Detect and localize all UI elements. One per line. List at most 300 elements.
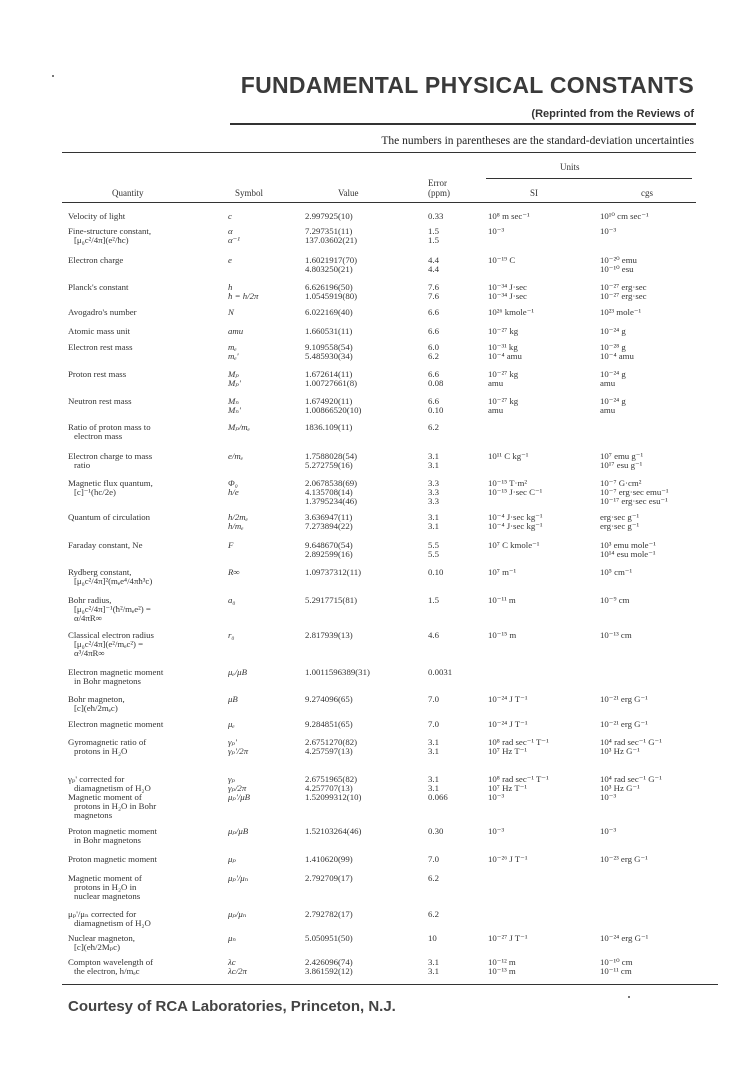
error-line: 6.6 [428, 396, 439, 406]
si-unit-line: 10⁸ m sec⁻¹ [488, 211, 530, 221]
si-unit-line: 10⁻³¹ kg [488, 342, 518, 352]
value-line: 2.792709(17) [305, 873, 353, 883]
si-unit-cell [488, 370, 518, 388]
quantity-line: Neutron rest mass [68, 396, 132, 406]
quantity-cell [68, 513, 150, 522]
quantity-line: μₚ'/μₙ corrected for [68, 909, 137, 919]
value-line: 4.135708(14) [305, 486, 353, 497]
quantity-line: protons in H₂O [74, 745, 128, 756]
quantity-cell [68, 720, 163, 729]
value-cell [305, 827, 361, 836]
value-line: 1.674920(11) [305, 396, 353, 406]
si-unit-line: 10⁻¹⁵ T·m² [488, 478, 527, 488]
symbol-cell [228, 958, 247, 976]
error-line: 0.10 [428, 567, 444, 577]
symbol-cell [228, 397, 241, 415]
error-cell [428, 343, 439, 361]
symbol-line: Mₚ/mₑ [228, 422, 250, 432]
si-unit-line: 10⁸ rad sec⁻¹ T⁻¹ [488, 737, 549, 747]
cgs-unit-line: 10⁻³ [600, 792, 617, 802]
si-unit-cell [488, 327, 518, 336]
symbol-cell [228, 855, 236, 864]
value-cell [305, 479, 357, 505]
symbol-cell [228, 568, 240, 577]
symbol-line: μₙ [228, 933, 236, 943]
cgs-unit-cell [600, 452, 643, 470]
value-cell [305, 423, 352, 432]
symbol-line: F [228, 540, 234, 550]
value-cell [305, 370, 357, 388]
symbol-cell [228, 541, 233, 550]
error-cell [428, 910, 439, 919]
value-cell [305, 775, 357, 793]
quantity-cell [68, 738, 146, 756]
cgs-unit-line: 10⁻²¹ erg G⁻¹ [600, 719, 648, 729]
cgs-unit-cell [600, 370, 626, 388]
value-line: 2.426096(74) [305, 957, 353, 967]
value-cell [305, 343, 353, 361]
error-line: 6.2 [428, 873, 439, 883]
cgs-unit-cell [600, 568, 632, 577]
value-cell [305, 631, 353, 640]
cgs-unit-line: 10³ emu mole⁻¹ [600, 540, 656, 550]
symbol-cell [228, 793, 250, 802]
symbol-line: Mₚ [228, 369, 239, 379]
value-cell [305, 695, 353, 704]
quantity-line: Atomic mass unit [68, 326, 131, 336]
error-cell [428, 568, 443, 577]
cgs-unit-line: 10¹⁰ cm sec⁻¹ [600, 211, 649, 221]
cgs-unit-cell [600, 308, 641, 317]
si-unit-line: amu [488, 404, 504, 415]
value-line: 2.6751270(82) [305, 737, 358, 747]
cgs-unit-line: 10⁵ cm⁻¹ [600, 567, 633, 577]
error-line: 7.6 [428, 290, 439, 301]
error-line: 3.1 [428, 965, 439, 976]
cgs-unit-line: 10⁷ emu g⁻¹ [600, 451, 644, 461]
si-unit-cell [488, 513, 543, 531]
si-unit-cell [488, 958, 516, 976]
symbol-cell [228, 695, 238, 704]
symbol-line: μₚ'/μₙ [228, 873, 249, 883]
value-line: 9.648670(54) [305, 540, 353, 550]
si-unit-line: 10⁻¹¹ m [488, 595, 516, 605]
quantity-line: [μ₀c²/4π]²(mₑe⁴/4πħ³c) [74, 575, 153, 586]
si-unit-line: 10⁻⁴ J·sec kg⁻¹ [488, 520, 543, 531]
value-cell [305, 452, 357, 470]
error-cell [428, 479, 439, 505]
value-line: 6.022169(40) [305, 307, 353, 317]
symbol-line: mₑ' [228, 350, 239, 361]
cgs-unit-cell [600, 934, 648, 943]
quantity-cell [68, 668, 163, 686]
error-line: 6.6 [428, 326, 439, 336]
quantity-header: Quantity [112, 188, 144, 198]
quantity-line: Electron magnetic moment [68, 719, 164, 729]
symbol-line: μₚ/μB [228, 826, 249, 836]
quantity-cell [68, 934, 135, 952]
value-line: 7.273894(22) [305, 520, 353, 531]
quantity-cell [68, 793, 156, 819]
symbol-cell [228, 227, 240, 245]
symbol-cell [228, 631, 234, 640]
value-line: 4.803250(21) [305, 263, 353, 274]
cgs-unit-cell [600, 775, 662, 793]
quantity-line: Electron rest mass [68, 342, 133, 352]
value-header: Value [338, 188, 359, 198]
error-line: 6.2 [428, 422, 439, 432]
quantity-line: [c](eħ/2mₑc) [74, 702, 118, 713]
si-unit-cell [488, 720, 527, 729]
quantity-line: Proton rest mass [68, 369, 127, 379]
cgs-unit-line: 10⁻¹⁰ cm [600, 957, 633, 967]
symbol-line: μₚ/μₙ [228, 909, 247, 919]
value-line: 5.2917715(81) [305, 595, 358, 605]
value-cell [305, 308, 353, 317]
value-line: 6.626196(50) [305, 282, 353, 292]
cgs-unit-line: 10⁴ rad sec⁻¹ G⁻¹ [600, 774, 662, 784]
si-unit-line: 10⁻²⁷ kg [488, 396, 519, 406]
error-line: 7.0 [428, 719, 439, 729]
quantity-line: Magnetic moment of [68, 792, 142, 802]
error-line: 4.4 [428, 255, 439, 265]
si-unit-cell [488, 631, 516, 640]
quantity-line: the electron, h/mₑc [74, 965, 140, 976]
symbol-line: α [228, 226, 233, 236]
si-unit-line: 10⁻¹² m [488, 957, 516, 967]
value-line: 1.672614(11) [305, 369, 353, 379]
si-unit-line: 10⁻⁴ amu [488, 350, 522, 361]
quantity-line: γₚ' corrected for [68, 774, 125, 784]
cgs-unit-line: 10⁻²⁷ erg·sec [600, 290, 647, 301]
cgs-unit-line: 10⁻²³ erg G⁻¹ [600, 854, 648, 864]
symbol-line: μₑ/μB [228, 667, 247, 677]
si-unit-cell [488, 695, 527, 704]
symbol-cell [228, 423, 250, 432]
value-cell [305, 541, 353, 559]
symbol-cell [228, 596, 235, 605]
quantity-cell [68, 423, 151, 441]
quantity-cell [68, 855, 157, 864]
cgs-unit-cell [600, 479, 669, 505]
quantity-cell [68, 452, 152, 470]
symbol-cell [228, 212, 232, 221]
cgs-unit-cell [600, 327, 626, 336]
cgs-unit-line: 10³ Hz G⁻¹ [600, 745, 640, 756]
error-line: 3.1 [428, 451, 439, 461]
error-line: 7.0 [428, 854, 439, 864]
si-unit-line: 10⁻¹⁹ C [488, 255, 516, 265]
error-cell [428, 452, 439, 470]
value-cell [305, 738, 357, 756]
value-line: 4.257707(13) [305, 782, 353, 793]
quantity-line: Electron charge [68, 255, 124, 265]
symbol-line: γₚ'/2π [228, 745, 249, 756]
symbol-line: h [228, 282, 233, 292]
value-cell [305, 397, 361, 415]
cgs-unit-line: 10³ Hz G⁻¹ [600, 782, 640, 793]
symbol-cell [228, 452, 243, 461]
error-line: 6.6 [428, 307, 439, 317]
quantity-line: [μ₀c²/4π]⁻¹(ħ²/mₑe²) = [74, 603, 151, 614]
si-unit-line: 10⁻¹³ m [488, 965, 516, 976]
cgs-unit-line: 10⁻¹³ cm [600, 630, 632, 640]
error-line: 3.3 [428, 495, 439, 506]
quantity-line: protons in H₂O in [74, 881, 137, 892]
si-unit-line: 10⁸ rad sec⁻¹ T⁻¹ [488, 774, 549, 784]
si-unit-cell [488, 738, 549, 756]
value-line: 1.00727661(8) [305, 377, 358, 388]
quantity-cell [68, 541, 143, 550]
value-cell [305, 283, 357, 301]
error-line: 5.5 [428, 548, 439, 559]
quantity-cell [68, 827, 157, 845]
quantity-line: magnetons [74, 809, 113, 820]
source-note: (Reprinted from the Reviews of [531, 108, 694, 120]
cgs-unit-cell [600, 343, 634, 361]
quantity-line: [μ₀c²/4π](e²/ħc) [74, 234, 129, 245]
symbol-line: γₚ' [228, 737, 237, 747]
value-line: 5.485930(34) [305, 350, 353, 361]
value-line: 1.410620(99) [305, 854, 353, 864]
value-cell [305, 227, 357, 245]
value-line: 1.660531(11) [305, 326, 353, 336]
value-line: 1.7588028(54) [305, 451, 358, 461]
value-line: 1836.109(11) [305, 422, 353, 432]
error-cell [428, 738, 439, 756]
quantity-line: ratio [74, 459, 91, 470]
symbol-cell [228, 256, 232, 265]
quantity-line: Proton magnetic moment [68, 826, 157, 836]
si-unit-cell [488, 343, 522, 361]
symbol-cell [228, 775, 246, 793]
value-line: 1.00866520(10) [305, 404, 362, 415]
cgs-unit-cell [600, 541, 656, 559]
value-cell [305, 568, 361, 577]
error-line: 3.3 [428, 478, 439, 488]
si-unit-line: 10⁻²⁷ kg [488, 369, 519, 379]
cgs-unit-cell [600, 720, 648, 729]
value-cell [305, 256, 357, 274]
symbol-line: Φ₀ [228, 478, 238, 488]
cgs-unit-line: 10⁻²⁴ g [600, 396, 626, 406]
value-line: 2.0678538(69) [305, 478, 358, 488]
value-line: 2.792782(17) [305, 909, 353, 919]
cgs-unit-line: 10⁻²¹ erg G⁻¹ [600, 694, 648, 704]
cgs-unit-line: 10⁻¹⁰ esu [600, 263, 634, 274]
error-line: 6.2 [428, 350, 439, 361]
error-line: 0.066 [428, 792, 448, 802]
cgs-unit-cell [600, 738, 662, 756]
si-unit-line: 10⁻³⁴ J·sec [488, 290, 527, 301]
error-header-1: Error [428, 178, 447, 188]
error-line: 3.1 [428, 520, 439, 531]
symbol-line: h/mₑ [228, 520, 244, 531]
quantity-line: Magnetic flux quantum, [68, 478, 153, 488]
value-line: 1.6021917(70) [305, 255, 358, 265]
symbol-cell [228, 479, 239, 497]
si-unit-line: 10⁻¹⁵ J·sec C⁻¹ [488, 486, 543, 497]
error-line: 3.1 [428, 512, 439, 522]
symbol-line: α⁻¹ [228, 234, 240, 245]
si-unit-line: 10⁷ Hz T⁻¹ [488, 745, 528, 756]
symbol-cell [228, 738, 248, 756]
quantity-cell [68, 370, 126, 379]
si-header: SI [530, 188, 539, 198]
quantity-cell [68, 958, 153, 976]
quantity-line: protons in H₂O in Bohr [74, 800, 157, 811]
page-title: FUNDAMENTAL PHYSICAL CONSTANTS [240, 72, 694, 98]
cgs-unit-line: 10⁻²⁸ g [600, 342, 626, 352]
quantity-line: diamagnetism of H₂O [74, 782, 151, 793]
si-unit-line: 10⁻⁴ J·sec kg⁻¹ [488, 512, 543, 522]
quantity-cell [68, 596, 151, 622]
cgs-unit-line: 10²³ mole⁻¹ [600, 307, 642, 317]
cgs-unit-line: 10⁻⁴ amu [600, 350, 634, 361]
cgs-unit-cell [600, 695, 648, 704]
symbol-line: N [228, 307, 234, 317]
quantity-line: Velocity of light [68, 211, 126, 221]
quantity-line: [μ₀c²/4π](e²/mₑc²) = [74, 638, 144, 649]
quantity-line: Quantum of circulation [68, 512, 151, 522]
symbol-line: Mₚ' [228, 377, 241, 388]
value-line: 7.297351(11) [305, 226, 353, 236]
quantity-cell [68, 327, 130, 336]
quantity-line: Magnetic moment of [68, 873, 142, 883]
error-line: 7.0 [428, 694, 439, 704]
error-cell [428, 423, 439, 432]
symbol-line: c [228, 211, 232, 221]
si-unit-cell [488, 308, 534, 317]
cgs-unit-line: 10⁻²⁴ erg G⁻¹ [600, 933, 649, 943]
quantity-line: Bohr magneton, [68, 694, 125, 704]
quantity-line: Electron charge to mass [68, 451, 153, 461]
error-cell [428, 827, 443, 836]
value-line: 137.03602(21) [305, 234, 358, 245]
symbol-line: e/mₑ [228, 451, 244, 461]
cgs-unit-cell [600, 283, 647, 301]
symbol-cell [228, 934, 236, 943]
symbol-cell [228, 370, 241, 388]
error-cell [428, 668, 452, 677]
si-unit-line: 10¹¹ C kg⁻¹ [488, 451, 529, 461]
quantity-line: in Bohr magnetons [74, 675, 141, 686]
error-cell [428, 958, 439, 976]
error-line: 7.6 [428, 282, 439, 292]
error-cell [428, 283, 439, 301]
quantity-line: Avogadro's number [68, 307, 137, 317]
error-cell [428, 327, 439, 336]
value-line: 9.274096(65) [305, 694, 353, 704]
symbol-line: amu [228, 326, 244, 336]
symbol-line: ħ = h/2π [228, 290, 259, 301]
error-line: 0.10 [428, 404, 444, 415]
error-line: 3.1 [428, 745, 439, 756]
value-line: 2.817939(13) [305, 630, 353, 640]
cgs-unit-line: 10¹⁴ esu mole⁻¹ [600, 548, 656, 559]
quantity-cell [68, 256, 123, 265]
error-line: 1.5 [428, 226, 439, 236]
quantity-line: [c]⁻¹(hc/2e) [74, 486, 116, 497]
value-cell [305, 327, 352, 336]
symbol-cell [228, 874, 248, 883]
quantity-cell [68, 212, 125, 221]
symbol-cell [228, 308, 234, 317]
quantity-cell [68, 775, 151, 793]
error-line: 0.30 [428, 826, 444, 836]
symbol-line: Mₙ [228, 396, 239, 406]
si-unit-cell [488, 775, 549, 793]
quantity-line: nuclear magnetons [74, 890, 141, 901]
error-line: 1.5 [428, 234, 439, 245]
symbol-line: γₚ/2π [228, 782, 247, 793]
cgs-unit-line: 10⁻⁹ cm [600, 595, 630, 605]
quantity-cell [68, 479, 153, 497]
value-line: 5.050951(50) [305, 933, 353, 943]
quantity-cell [68, 631, 154, 657]
value-line: 1.3795234(46) [305, 495, 358, 506]
error-line: 6.0 [428, 342, 439, 352]
si-unit-line: 10⁻³ [488, 826, 505, 836]
symbol-line: h/e [228, 486, 239, 497]
value-line: 9.284851(65) [305, 719, 353, 729]
quantity-line: Ratio of proton mass to [68, 422, 151, 432]
cgs-unit-line: 10⁴ rad sec⁻¹ G⁻¹ [600, 737, 662, 747]
cgs-unit-line: 10¹⁷ esu g⁻¹ [600, 459, 643, 470]
symbol-line: Mₙ' [228, 404, 241, 415]
error-cell [428, 513, 439, 531]
si-unit-line: 10⁻²⁷ J T⁻¹ [488, 933, 528, 943]
symbol-line: μₑ [228, 719, 235, 729]
si-unit-line: 10⁻³⁴ J·sec [488, 282, 527, 292]
error-line: 4.6 [428, 630, 439, 640]
error-cell [428, 855, 439, 864]
symbol-line: μₚ'/μB [228, 792, 251, 802]
value-line: 1.09737312(11) [305, 567, 362, 577]
cgs-unit-line: 10⁻⁷ G·cm² [600, 478, 642, 488]
value-line: 5.272759(16) [305, 459, 353, 470]
value-cell [305, 668, 370, 677]
value-cell [305, 910, 353, 919]
si-unit-cell [488, 793, 504, 802]
error-cell [428, 596, 439, 605]
symbol-cell [228, 283, 258, 301]
cgs-unit-line: 10⁻¹⁷ erg·sec esu⁻¹ [600, 495, 668, 506]
error-line: 4.4 [428, 263, 439, 274]
error-cell [428, 256, 439, 274]
symbol-line: R∞ [228, 567, 240, 577]
si-unit-cell [488, 855, 527, 864]
quantity-cell [68, 910, 151, 928]
cgs-unit-line: amu [600, 377, 616, 388]
value-line: 3.636947(11) [305, 512, 353, 522]
si-unit-cell [488, 934, 527, 943]
value-line: 2.892599(16) [305, 548, 353, 559]
quantity-line: α³/4πR∞ [74, 647, 105, 658]
error-line: 5.5 [428, 540, 439, 550]
si-unit-cell [488, 479, 542, 497]
cgs-unit-cell [600, 397, 626, 415]
value-line: 1.0545919(80) [305, 290, 358, 301]
error-cell [428, 397, 443, 415]
cgs-unit-line: 10⁻²⁴ g [600, 326, 626, 336]
quantity-cell [68, 874, 142, 900]
error-line: 1.5 [428, 595, 439, 605]
value-cell [305, 513, 353, 531]
value-line: 2.997925(10) [305, 211, 353, 221]
si-unit-line: 10⁷ C kmole⁻¹ [488, 540, 540, 550]
error-line: 0.0031 [428, 667, 453, 677]
